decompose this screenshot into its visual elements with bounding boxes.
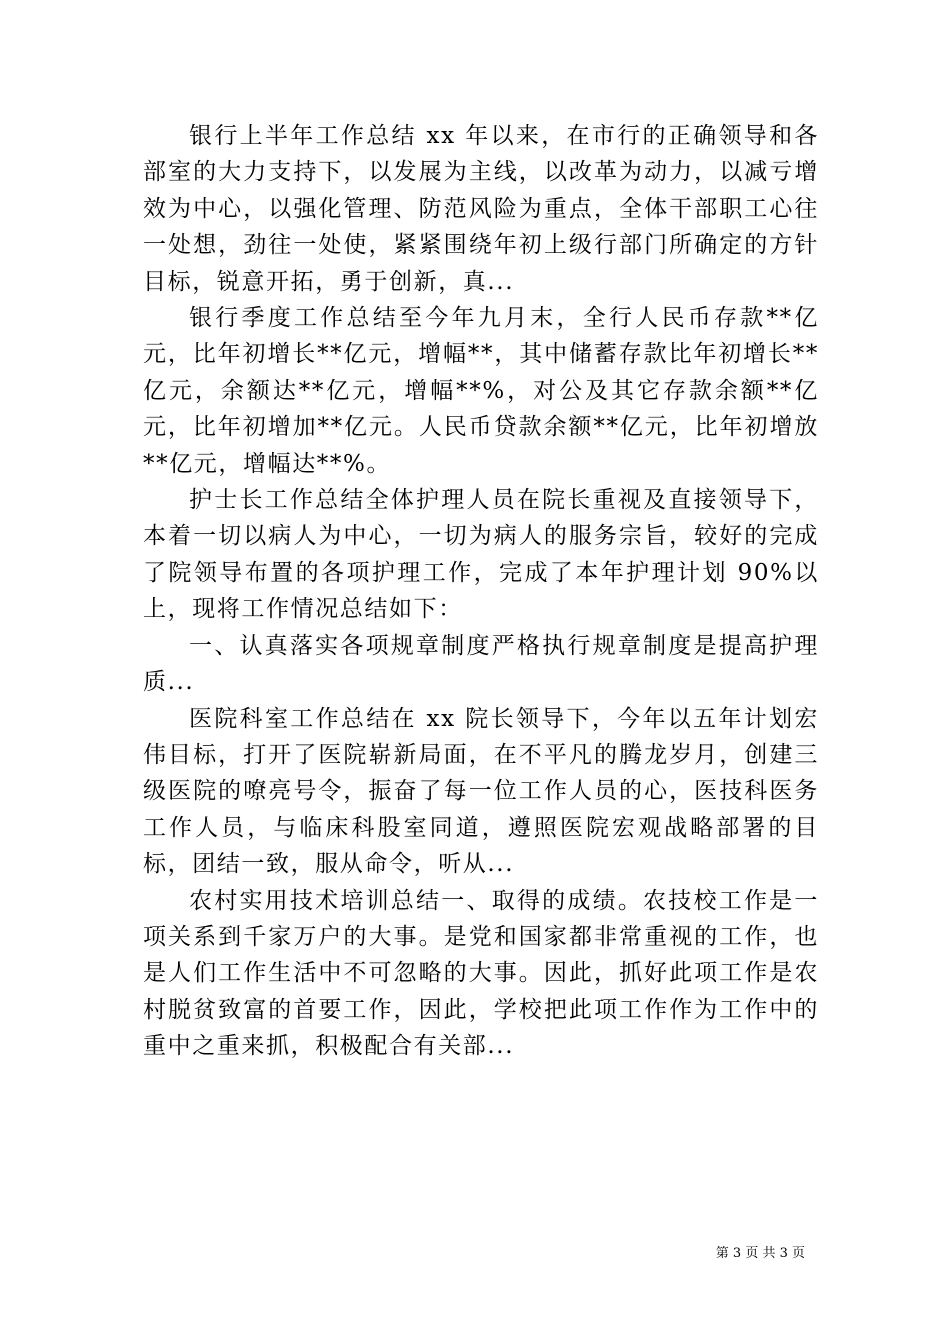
- paragraph-hospital-dept: 医院科室工作总结在 xx 院长领导下，今年以五年计划宏伟目标，打开了医院崭新局面，在不平凡的腾龙岁月，创建三级医院的嘹亮号令，振奋了每一位工作人员的心，医技科医务工作人员，与临床科股室同道，遵照医院宏观战略部署的目标，团结一致，服从命令，听从...: [143, 705, 819, 878]
- paragraph-rural-training: 农村实用技术培训总结一、取得的成绩。农技校工作是一项关系到千家万户的大事。是党和国家都非常重视的工作，也是人们工作生活中不可忽略的大事。因此，抓好此项工作是农村脱贫致富的首要工作，因此，学校把此项工作作为工作中的重中之重来抓，积极配合有关部...: [143, 887, 819, 1060]
- paragraph-rules-item: 一、认真落实各项规章制度严格执行规章制度是提高护理质...: [143, 632, 819, 696]
- paragraph-head-nurse: 护士长工作总结全体护理人员在院长重视及直接领导下，本着一切以病人为中心，一切为病人的服务宗旨，较好的完成了院领导布置的各项护理工作，完成了本年护理计划 90%以上，现将工作情况总结如下：: [143, 487, 819, 623]
- paragraph-bank-quarterly: 银行季度工作总结至今年九月末，全行人民币存款**亿元，比年初增长**亿元，增幅**，其中储蓄存款比年初增长**亿元，余额达**亿元，增幅**%，对公及其它存款余额**亿元，比年初增加**亿元。人民币贷款余额**亿元，比年初增放**亿元，增幅达**%。: [143, 305, 819, 477]
- document-body: [143, 118, 819, 1065]
- paragraph-bank-half-year: 银行上半年工作总结 xx 年以来，在市行的正确领导和各部室的大力支持下，以发展为主线，以改革为动力，以减亏增效为中心，以强化管理、防范风险为重点，全体干部职工心往一处想，劲往一处使，紧紧围绕年初上级行部门所确定的方针目标，锐意开拓，勇于创新，真...: [143, 123, 819, 295]
- page-number: 第 3 页 共 3 页: [715, 1246, 805, 1261]
